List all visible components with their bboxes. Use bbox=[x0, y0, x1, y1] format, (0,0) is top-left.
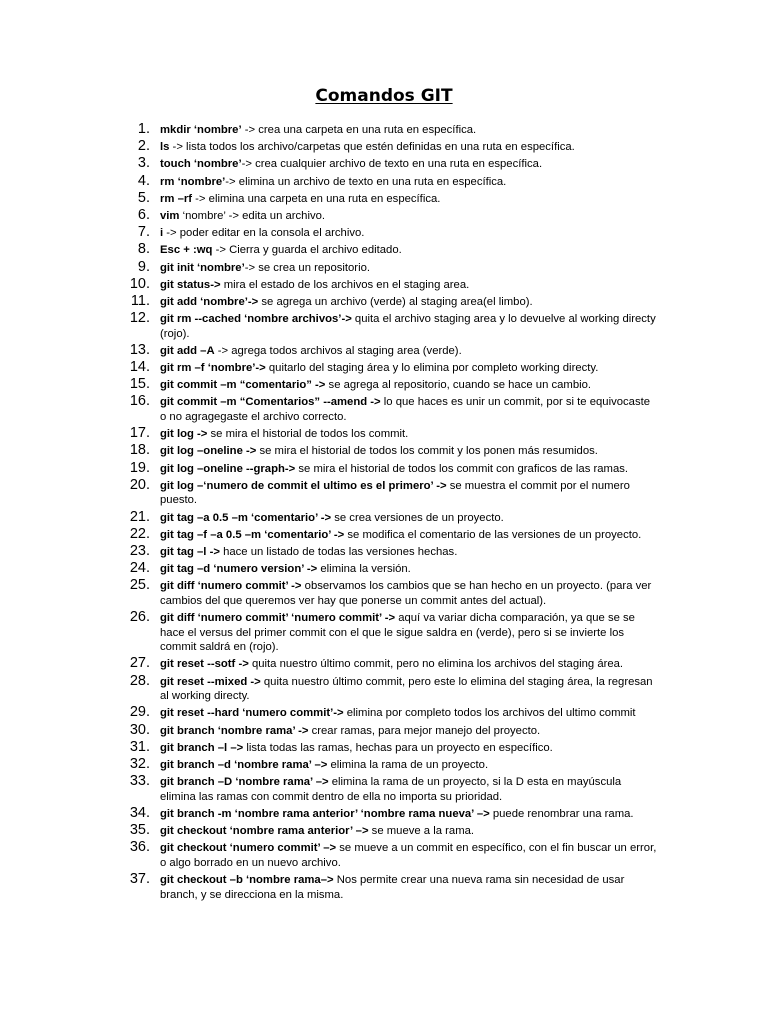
list-item-number: 35. bbox=[129, 822, 150, 839]
command-description: quitarlo del staging área y lo elimina por completo working directy. bbox=[265, 362, 599, 375]
command-name: git log bbox=[160, 428, 198, 441]
command-description: ‘nombre’ -> edita un archivo. bbox=[179, 209, 326, 222]
command-name: ls bbox=[160, 141, 170, 154]
command-description: se agrega un archivo (verde) al staging area(el limbo). bbox=[258, 295, 533, 308]
list-item-number: 22. bbox=[129, 525, 150, 542]
command-description: se agrega al repositorio, cuando se hace un cambio. bbox=[325, 379, 592, 392]
command-arrow: -> bbox=[384, 612, 396, 625]
list-item-number: 19. bbox=[129, 459, 150, 476]
list-item-number: 15. bbox=[129, 376, 150, 393]
command-name: git reset --mixed bbox=[160, 675, 251, 688]
list-item bbox=[0, 459, 768, 477]
command-arrow: -> bbox=[298, 724, 309, 737]
command-name: git rm --cached ‘nombre archivos’ bbox=[160, 313, 342, 326]
command-description: elimina por completo todos los archivos del ultimo commit bbox=[343, 707, 636, 720]
command-description: se mueve a un commit en específico, con el fin buscar un error, o algo borrado en un nuevo archivo. bbox=[160, 842, 657, 869]
list-item-number: 37. bbox=[129, 871, 150, 888]
list-item bbox=[0, 243, 768, 258]
list-item-number: 11. bbox=[130, 292, 150, 309]
command-arrow: –> bbox=[314, 758, 328, 771]
command-name: git reset --hard ‘numero commit’ bbox=[160, 707, 334, 720]
list-item bbox=[0, 525, 768, 543]
command-arrow: -> bbox=[255, 362, 266, 375]
list-item-number: 25. bbox=[129, 577, 150, 594]
command-name: git reset --sotf bbox=[160, 658, 239, 671]
list-item-number: 2. bbox=[137, 138, 150, 155]
list-item bbox=[0, 258, 768, 276]
command-description: -> lista todos los archivo/carpetas que estén definidas en una ruta en específica. bbox=[169, 141, 575, 154]
command-name: git status bbox=[160, 278, 211, 291]
page-title: Comandos GIT bbox=[315, 86, 453, 106]
list-item-number: 27. bbox=[129, 655, 150, 672]
command-arrow: -> bbox=[436, 479, 447, 492]
list-item-number: 10. bbox=[129, 275, 150, 292]
command-arrow: -> bbox=[245, 445, 257, 458]
list-item bbox=[0, 721, 768, 739]
list-item bbox=[0, 140, 768, 155]
command-name: git checkout ‘nombre rama anterior’ bbox=[160, 825, 356, 838]
command-name: touch ‘nombre’ bbox=[160, 158, 242, 171]
list-item bbox=[0, 738, 768, 756]
command-name: i bbox=[160, 227, 164, 240]
command-arrow: –> bbox=[355, 825, 369, 838]
list-item-number: 5. bbox=[137, 189, 150, 206]
command-description: quita nuestro último commit, pero este lo elimina del staging área, la regresan al working directy. bbox=[160, 675, 653, 703]
list-item bbox=[0, 508, 768, 526]
command-name: git branch ‘nombre rama’ bbox=[160, 724, 299, 737]
command-arrow: -> bbox=[320, 511, 332, 524]
command-description: -> Cierra y guarda el archivo editado. bbox=[212, 244, 402, 257]
command-description: -> se crea un repositorio. bbox=[244, 261, 371, 274]
list-item-number: 31. bbox=[129, 738, 150, 755]
list-item-number: 8. bbox=[137, 241, 150, 258]
command-arrow: –> bbox=[320, 874, 334, 887]
command-description: lo que haces es unir un commit, por si te equivocaste o no agragegaste el archivo correcto. bbox=[160, 396, 651, 423]
list-item-number: 24. bbox=[129, 560, 150, 577]
list-item bbox=[0, 206, 768, 224]
command-name: git log –‘numero de commit el ultimo es el primero’ bbox=[160, 479, 437, 492]
list-item bbox=[0, 172, 768, 190]
command-description: -> elimina un archivo de texto en una ruta en específica. bbox=[225, 175, 507, 188]
list-item bbox=[0, 804, 768, 822]
command-name: git diff ‘numero commit’ ‘numero commit’ bbox=[160, 612, 385, 625]
list-item-number: 12. bbox=[129, 310, 150, 327]
command-description: lista todas las ramas, hechas para un proyecto en específico. bbox=[243, 741, 553, 754]
list-item bbox=[0, 226, 768, 241]
list-item bbox=[0, 873, 768, 902]
command-description: se muestra el commit por el numero puesto. bbox=[160, 479, 630, 507]
command-arrow: –> bbox=[476, 807, 490, 820]
list-item bbox=[0, 562, 768, 577]
list-item bbox=[0, 775, 768, 804]
command-arrow: -> bbox=[197, 428, 208, 441]
list-item bbox=[0, 611, 768, 655]
command-name: git checkout ‘numero commit’ bbox=[160, 842, 324, 855]
list-item bbox=[0, 824, 768, 839]
command-description: mira el estado de los archivos en el staging area. bbox=[220, 278, 470, 291]
list-item-number: 18. bbox=[129, 442, 150, 459]
command-name: git branch –l bbox=[160, 741, 231, 754]
command-arrow: -> bbox=[210, 278, 221, 291]
command-arrow: -> bbox=[370, 396, 381, 409]
command-description: -> crea una carpeta en una ruta en específica. bbox=[241, 124, 477, 136]
list-item-number: 4. bbox=[137, 172, 150, 189]
list-item-number: 6. bbox=[137, 206, 150, 223]
list-item-number: 34. bbox=[129, 804, 150, 821]
command-description: -> agrega todos archivos al staging area (verde). bbox=[214, 344, 462, 357]
list-item bbox=[0, 157, 768, 172]
command-arrow: -> bbox=[333, 707, 344, 720]
list-item bbox=[0, 361, 768, 376]
command-arrow: -> bbox=[333, 528, 345, 541]
list-item bbox=[0, 672, 768, 704]
list-item bbox=[0, 841, 768, 870]
command-arrow: –> bbox=[315, 776, 329, 789]
command-name: rm ‘nombre’ bbox=[160, 175, 226, 188]
command-arrow: -> bbox=[250, 675, 261, 688]
command-name: git log –oneline bbox=[160, 445, 246, 458]
list-item bbox=[0, 706, 768, 721]
command-description: puede renombrar una rama. bbox=[489, 807, 634, 820]
list-item bbox=[0, 189, 768, 207]
list-item-number: 9. bbox=[137, 258, 150, 275]
command-description: elimina la versión. bbox=[317, 563, 411, 576]
command-name: git tag –f –a 0.5 –m ‘comentario’ bbox=[160, 528, 334, 541]
list-item-number: 28. bbox=[129, 672, 150, 689]
list-item bbox=[0, 123, 768, 138]
command-list bbox=[0, 123, 768, 905]
command-arrow: -> bbox=[238, 658, 249, 671]
list-item bbox=[0, 378, 768, 393]
list-item bbox=[0, 341, 768, 359]
command-name: git tag –a 0.5 –m ‘comentario’ bbox=[160, 511, 321, 524]
list-item bbox=[0, 579, 768, 608]
command-name: git commit –m “comentario” bbox=[160, 379, 316, 392]
list-item-number: 26. bbox=[129, 609, 150, 626]
command-description: se crea versiones de un proyecto. bbox=[331, 511, 504, 524]
list-item-number: 16. bbox=[129, 393, 150, 410]
list-item-number: 33. bbox=[129, 773, 150, 790]
list-item bbox=[0, 755, 768, 773]
command-description: Nos permite crear una nueva rama sin necesidad de usar branch, y se direcciona en la misma. bbox=[160, 874, 625, 901]
command-name: rm –rf bbox=[160, 192, 193, 205]
command-name: git tag –l bbox=[160, 545, 210, 558]
list-item bbox=[0, 292, 768, 310]
list-item-number: 13. bbox=[129, 341, 150, 358]
command-name: git checkout –b ‘nombre rama bbox=[160, 874, 321, 887]
list-item-number: 14. bbox=[129, 359, 150, 376]
command-arrow: –> bbox=[323, 842, 337, 855]
command-description: quita el archivo staging area y lo devuelve al working directy (rojo). bbox=[160, 313, 656, 340]
command-description: aquí va variar dicha comparación, ya que se se hace el versus del primer commit con el que le sigue saldra en (verde), pero si se invierte los commit saldrá en (rojo). bbox=[160, 612, 635, 654]
command-arrow: -> bbox=[315, 379, 326, 392]
command-arrow: -> bbox=[341, 313, 352, 326]
list-item-number: 1. bbox=[137, 121, 150, 137]
command-description: -> elimina una carpeta en una ruta en específica. bbox=[192, 192, 441, 205]
command-arrow: -> bbox=[291, 580, 302, 593]
command-name: git init ‘nombre’ bbox=[160, 261, 245, 274]
command-description: -> crea cualquier archivo de texto en una ruta en específica. bbox=[241, 158, 543, 171]
command-name: git add –A bbox=[160, 344, 215, 357]
command-description: elimina la rama de un proyecto. bbox=[327, 758, 489, 771]
command-arrow: -> bbox=[247, 295, 259, 308]
list-item-number: 23. bbox=[129, 542, 150, 559]
command-arrow: -> bbox=[284, 462, 296, 475]
command-name: git rm –f ‘nombre’ bbox=[160, 362, 256, 375]
command-description: se mira el historial de todos los commit. bbox=[207, 428, 409, 441]
list-item bbox=[0, 657, 768, 672]
command-description: se mueve a la rama. bbox=[368, 825, 475, 838]
command-name: vim bbox=[160, 209, 180, 222]
command-name: git log –oneline --graph bbox=[160, 462, 285, 475]
command-description: observamos los cambios que se han hecho en un proyecto. (para ver cambios del que queremos ver hay que ponerse un commit antes del actual). bbox=[160, 580, 652, 607]
list-item bbox=[0, 444, 768, 459]
command-name: git diff ‘numero commit’ bbox=[160, 580, 292, 593]
list-item-number: 7. bbox=[137, 224, 150, 241]
list-item bbox=[0, 427, 768, 442]
command-arrow: –> bbox=[230, 741, 244, 754]
command-description: elimina la rama de un proyecto, si la D esta en mayúscula elimina las ramas con commit dentro de ella no importa su prioridad. bbox=[160, 776, 622, 803]
list-item-number: 20. bbox=[129, 476, 150, 493]
list-item bbox=[0, 275, 768, 293]
list-item-number: 32. bbox=[129, 755, 150, 772]
command-description: crear ramas, para mejor manejo del proyecto. bbox=[308, 724, 541, 737]
command-description: se mira el historial de todos los commit con graficos de las ramas. bbox=[295, 462, 629, 475]
command-name: Esc + :wq bbox=[160, 244, 213, 257]
list-item bbox=[0, 476, 768, 508]
command-name: git branch –d ‘nombre rama’ bbox=[160, 758, 315, 771]
command-name: git tag –d ‘numero version’ bbox=[160, 563, 307, 576]
list-item-number: 30. bbox=[129, 721, 150, 738]
list-item bbox=[0, 542, 768, 560]
command-arrow: -> bbox=[209, 545, 220, 558]
command-description: hace un listado de todas las versiones hechas. bbox=[219, 545, 458, 558]
command-name: git branch –D ‘nombre rama’ bbox=[160, 776, 316, 789]
command-description: -> poder editar en la consola el archivo. bbox=[163, 227, 365, 240]
list-item bbox=[0, 312, 768, 341]
command-name: git branch -m ‘nombre rama anterior’ ‘nombre rama nueva’ bbox=[160, 807, 477, 820]
command-description: quita nuestro último commit, pero no elimina los archivos del staging área. bbox=[248, 658, 624, 671]
list-item-number: 17. bbox=[129, 425, 150, 442]
command-name: git commit –m “Comentarios” --amend bbox=[160, 396, 371, 409]
command-description: se mira el historial de todos los commit y los ponen más resumidos. bbox=[256, 445, 598, 458]
list-item bbox=[0, 395, 768, 424]
list-item-number: 3. bbox=[137, 155, 150, 172]
list-item-number: 36. bbox=[129, 839, 150, 856]
command-name: mkdir ‘nombre’ bbox=[160, 124, 242, 136]
command-description: se modifica el comentario de las versiones de un proyecto. bbox=[344, 528, 642, 541]
list-item-number: 29. bbox=[129, 704, 150, 721]
command-arrow: -> bbox=[306, 563, 318, 576]
list-item-number: 21. bbox=[129, 508, 150, 525]
command-name: git add ‘nombre’ bbox=[160, 295, 248, 308]
